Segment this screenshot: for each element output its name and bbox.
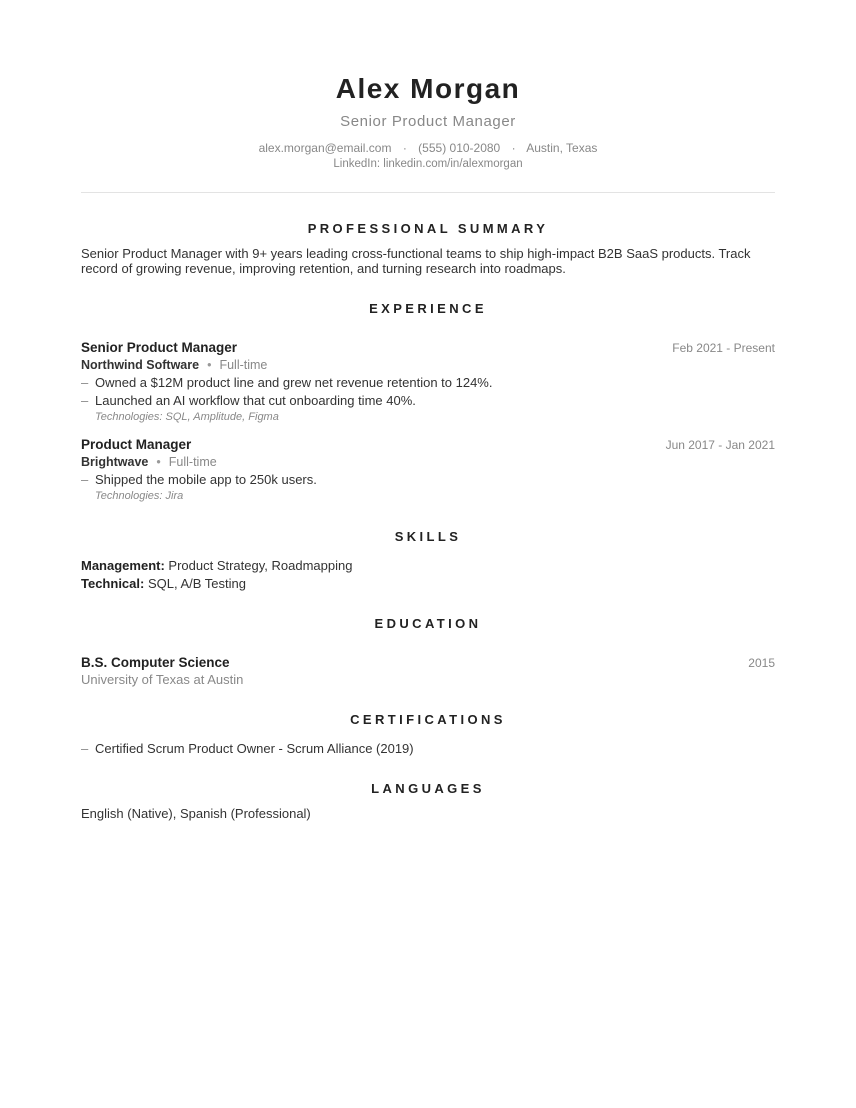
languages-text: English (Native), Spanish (Professional)	[81, 806, 311, 821]
summary-text: Senior Product Manager with 9+ years leading cross-functional teams to ship high-impact B2B SaaS products. Track record of growing revenue, improving retention, and turning research into roadmaps.	[81, 246, 751, 276]
education-entry	[81, 655, 775, 688]
dash-marker: –	[81, 472, 89, 487]
skill-label: Technical:	[81, 576, 145, 591]
bullet-text: Shipped the mobile app to 250k users.	[95, 472, 317, 487]
job-entry	[81, 437, 775, 504]
candidate-role: Senior Product Manager	[340, 113, 516, 130]
dot-separator: •	[156, 455, 161, 469]
certification-item	[81, 740, 775, 757]
dot-separator: •	[207, 358, 212, 372]
graduation-year: 2015	[748, 656, 775, 670]
separator: ·	[402, 141, 407, 155]
certifications-heading: CERTIFICATIONS	[350, 712, 506, 727]
job-title: Senior Product Manager	[81, 340, 238, 355]
phone: (555) 010-2080	[418, 141, 501, 155]
certification-text: Certified Scrum Product Owner - Scrum Alliance (2019)	[95, 741, 414, 756]
linkedin-link[interactable]: LinkedIn: linkedin.com/in/alexmorgan	[333, 158, 523, 170]
dash-marker: –	[81, 393, 89, 408]
summary-heading: PROFESSIONAL SUMMARY	[307, 221, 549, 236]
job-bullet	[81, 471, 775, 488]
separator: ·	[511, 141, 516, 155]
candidate-name: Alex Morgan	[335, 73, 521, 104]
job-bullet	[81, 392, 775, 409]
company-name: Brightwave	[81, 455, 149, 469]
company-line	[81, 454, 775, 470]
education-heading: EDUCATION	[374, 616, 482, 631]
resume-header	[81, 72, 775, 172]
employment-type: Full-time	[219, 358, 268, 372]
dash-marker: –	[81, 741, 89, 756]
skills-heading: SKILLS	[394, 529, 462, 544]
bullet-text: Owned a $12M product line and grew net revenue retention to 124%.	[95, 375, 493, 390]
job-dates: Feb 2021 - Present	[672, 341, 775, 355]
job-title: Product Manager	[81, 437, 192, 452]
dash-marker: –	[81, 375, 89, 390]
job-entry	[81, 340, 775, 425]
company-name: Northwind Software	[81, 358, 200, 372]
contact-line	[81, 141, 775, 156]
email[interactable]: alex.morgan@email.com	[258, 141, 392, 155]
header-divider	[81, 192, 775, 193]
skill-value: SQL, A/B Testing	[144, 576, 246, 591]
skills-list	[81, 557, 775, 593]
school-name: University of Texas at Austin	[81, 672, 244, 687]
job-dates: Jun 2017 - Jan 2021	[665, 438, 775, 452]
job-bullet	[81, 374, 775, 391]
skill-label: Management:	[81, 558, 165, 573]
skill-row	[81, 575, 775, 593]
experience-heading: EXPERIENCE	[369, 301, 487, 316]
skill-value: Product Strategy, Roadmapping	[164, 558, 353, 573]
company-line	[81, 357, 775, 373]
job-technologies: Technologies: Jira	[95, 490, 184, 502]
skill-row	[81, 557, 775, 575]
employment-type: Full-time	[168, 455, 217, 469]
location: Austin, Texas	[526, 141, 598, 155]
degree: B.S. Computer Science	[81, 655, 230, 670]
bullet-text: Launched an AI workflow that cut onboarding time 40%.	[95, 393, 416, 408]
job-technologies: Technologies: SQL, Amplitude, Figma	[95, 411, 279, 423]
languages-heading: LANGUAGES	[371, 781, 485, 796]
